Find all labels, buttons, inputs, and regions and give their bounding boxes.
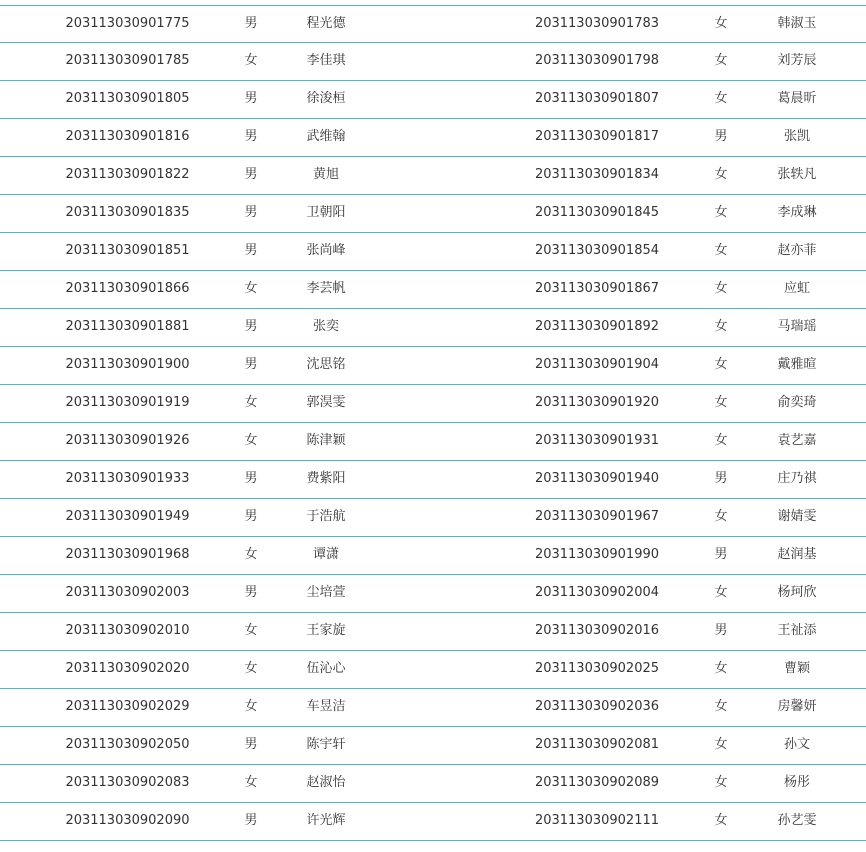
student-id-cell: 203113030901775 (65, 16, 190, 31)
gender-cell: 女 (714, 433, 728, 448)
table-row (0, 5, 866, 43)
gender-cell: 女 (714, 509, 728, 524)
gender-cell: 男 (244, 585, 258, 600)
gender-cell: 男 (244, 471, 258, 486)
student-name-cell: 许光辉 (306, 813, 346, 828)
student-id-cell: 203113030901949 (65, 509, 190, 524)
student-name-cell: 李成琳 (777, 205, 817, 220)
student-name-cell: 李芸帆 (306, 281, 346, 296)
student-name-cell: 李佳琪 (306, 53, 346, 68)
table-row (0, 233, 866, 271)
student-name-cell: 尘培萱 (306, 585, 346, 600)
student-name-cell: 徐浚桓 (306, 91, 346, 106)
student-id-cell: 203113030901967 (534, 509, 660, 524)
student-id-cell: 203113030902050 (65, 737, 190, 752)
student-name-cell: 黄旭 (312, 167, 339, 182)
student-name-cell: 刘芳辰 (777, 53, 817, 68)
student-id-cell: 203113030901783 (534, 16, 660, 31)
student-id-cell: 203113030901920 (534, 395, 660, 410)
student-id-cell: 203113030901990 (534, 547, 660, 562)
table-row (0, 271, 866, 309)
student-id-cell: 203113030902111 (534, 813, 660, 828)
student-name-cell: 俞奕琦 (777, 395, 817, 410)
gender-cell: 女 (714, 243, 728, 258)
table-row (0, 689, 866, 727)
student-id-cell: 203113030901851 (65, 243, 190, 258)
gender-cell: 男 (244, 129, 258, 144)
student-name-cell: 王家旋 (306, 623, 346, 638)
student-id-cell: 203113030901933 (65, 471, 190, 486)
student-name-cell: 郭淏雯 (306, 395, 346, 410)
gender-cell: 女 (244, 547, 258, 562)
student-id-cell: 203113030901968 (65, 547, 190, 562)
student-id-cell: 203113030902003 (65, 585, 190, 600)
gender-cell: 女 (244, 661, 258, 676)
gender-cell: 女 (714, 16, 728, 31)
table-row (0, 499, 866, 537)
student-id-cell: 203113030901845 (534, 205, 660, 220)
student-name-cell: 庄乃祺 (777, 471, 817, 486)
student-name-cell: 陈津颖 (306, 433, 346, 448)
student-id-cell: 203113030901835 (65, 205, 190, 220)
student-name-cell: 沈思铭 (306, 357, 346, 372)
student-name-cell: 马瑞瑶 (777, 319, 817, 334)
student-name-cell: 张奕 (312, 319, 339, 334)
student-id-cell: 203113030901817 (534, 129, 660, 144)
gender-cell: 女 (244, 281, 258, 296)
student-id-cell: 203113030902036 (534, 699, 660, 714)
table-row (0, 157, 866, 195)
gender-cell: 男 (714, 623, 728, 638)
student-id-cell: 203113030902089 (534, 775, 660, 790)
gender-cell: 男 (244, 91, 258, 106)
student-id-cell: 203113030902025 (534, 661, 660, 676)
student-id-cell: 203113030901931 (534, 433, 660, 448)
student-id-cell: 203113030902016 (534, 623, 660, 638)
table-row (0, 803, 866, 841)
student-name-cell: 车昱洁 (306, 699, 346, 714)
student-name-cell: 费紫阳 (306, 471, 346, 486)
student-name-cell: 张尚峰 (306, 243, 346, 258)
gender-cell: 男 (244, 16, 258, 31)
student-id-cell: 203113030902090 (65, 813, 190, 828)
student-id-cell: 203113030901866 (65, 281, 190, 296)
gender-cell: 男 (244, 319, 258, 334)
student-id-cell: 203113030902029 (65, 699, 190, 714)
student-name-cell: 王祉添 (777, 623, 817, 638)
gender-cell: 男 (244, 205, 258, 220)
gender-cell: 女 (714, 585, 728, 600)
student-id-cell: 203113030902081 (534, 737, 660, 752)
table-row (0, 727, 866, 765)
table-row (0, 651, 866, 689)
student-name-cell: 赵润基 (777, 547, 817, 562)
student-name-cell: 赵淑怡 (306, 775, 346, 790)
table-row (0, 461, 866, 499)
student-id-cell: 203113030902020 (65, 661, 190, 676)
gender-cell: 男 (714, 129, 728, 144)
student-id-cell: 203113030902004 (534, 585, 660, 600)
student-name-cell: 谭潇 (312, 547, 339, 562)
gender-cell: 女 (244, 699, 258, 714)
student-id-cell: 203113030901785 (65, 53, 190, 68)
student-name-cell: 曹颖 (783, 661, 810, 676)
student-id-cell: 203113030901822 (65, 167, 190, 182)
student-name-cell: 房馨妍 (777, 699, 817, 714)
table-row (0, 537, 866, 575)
student-name-cell: 赵亦菲 (777, 243, 817, 258)
table-row (0, 385, 866, 423)
gender-cell: 男 (244, 357, 258, 372)
student-name-cell: 应虹 (783, 281, 810, 296)
gender-cell: 男 (244, 167, 258, 182)
gender-cell: 女 (244, 623, 258, 638)
table-row (0, 119, 866, 157)
student-id-cell: 203113030901834 (534, 167, 660, 182)
student-name-cell: 卫朝阳 (306, 205, 346, 220)
table-row (0, 575, 866, 613)
table-row (0, 347, 866, 385)
student-id-cell: 203113030901926 (65, 433, 190, 448)
student-id-cell: 203113030901854 (534, 243, 660, 258)
student-id-cell: 203113030901807 (534, 91, 660, 106)
gender-cell: 男 (714, 547, 728, 562)
student-name-cell: 葛晨昕 (777, 91, 817, 106)
table-row (0, 309, 866, 347)
student-name-cell: 张凯 (783, 129, 810, 144)
student-name-cell: 程光德 (306, 16, 346, 31)
student-name-cell: 于浩航 (306, 509, 346, 524)
gender-cell: 女 (244, 433, 258, 448)
gender-cell: 女 (714, 737, 728, 752)
student-id-cell: 203113030901805 (65, 91, 190, 106)
gender-cell: 男 (244, 509, 258, 524)
gender-cell: 男 (244, 813, 258, 828)
student-roster-table (0, 5, 866, 841)
student-name-cell: 孙文 (783, 737, 810, 752)
student-id-cell: 203113030901892 (534, 319, 660, 334)
student-name-cell: 武维翰 (306, 129, 346, 144)
student-name-cell: 杨珂欣 (777, 585, 817, 600)
student-id-cell: 203113030901798 (534, 53, 660, 68)
gender-cell: 女 (714, 699, 728, 714)
student-name-cell: 伍沁心 (306, 661, 346, 676)
gender-cell: 女 (714, 395, 728, 410)
student-id-cell: 203113030901900 (65, 357, 190, 372)
gender-cell: 女 (244, 775, 258, 790)
table-row (0, 423, 866, 461)
table-row (0, 81, 866, 119)
gender-cell: 女 (714, 91, 728, 106)
gender-cell: 女 (714, 319, 728, 334)
student-name-cell: 戴雅暄 (777, 357, 817, 372)
student-name-cell: 谢婧雯 (777, 509, 817, 524)
gender-cell: 女 (244, 395, 258, 410)
student-name-cell: 陈宇轩 (306, 737, 346, 752)
student-id-cell: 203113030901816 (65, 129, 190, 144)
student-id-cell: 203113030902010 (65, 623, 190, 638)
gender-cell: 女 (714, 813, 728, 828)
table-row (0, 613, 866, 651)
student-id-cell: 203113030902083 (65, 775, 190, 790)
student-name-cell: 袁艺嘉 (777, 433, 817, 448)
student-name-cell: 孙艺雯 (777, 813, 817, 828)
gender-cell: 女 (714, 357, 728, 372)
gender-cell: 男 (714, 471, 728, 486)
gender-cell: 男 (244, 243, 258, 258)
student-id-cell: 203113030901904 (534, 357, 660, 372)
table-row (0, 195, 866, 233)
student-id-cell: 203113030901867 (534, 281, 660, 296)
table-row (0, 43, 866, 81)
student-name-cell: 张轶凡 (777, 167, 817, 182)
gender-cell: 女 (714, 775, 728, 790)
student-id-cell: 203113030901919 (65, 395, 190, 410)
gender-cell: 女 (714, 281, 728, 296)
gender-cell: 女 (714, 167, 728, 182)
student-id-cell: 203113030901940 (534, 471, 660, 486)
gender-cell: 女 (714, 53, 728, 68)
table-row (0, 765, 866, 803)
gender-cell: 男 (244, 737, 258, 752)
gender-cell: 女 (714, 205, 728, 220)
student-id-cell: 203113030901881 (65, 319, 190, 334)
student-name-cell: 杨彤 (783, 775, 810, 790)
gender-cell: 女 (714, 661, 728, 676)
gender-cell: 女 (244, 53, 258, 68)
student-name-cell: 韩淑玉 (777, 16, 817, 31)
